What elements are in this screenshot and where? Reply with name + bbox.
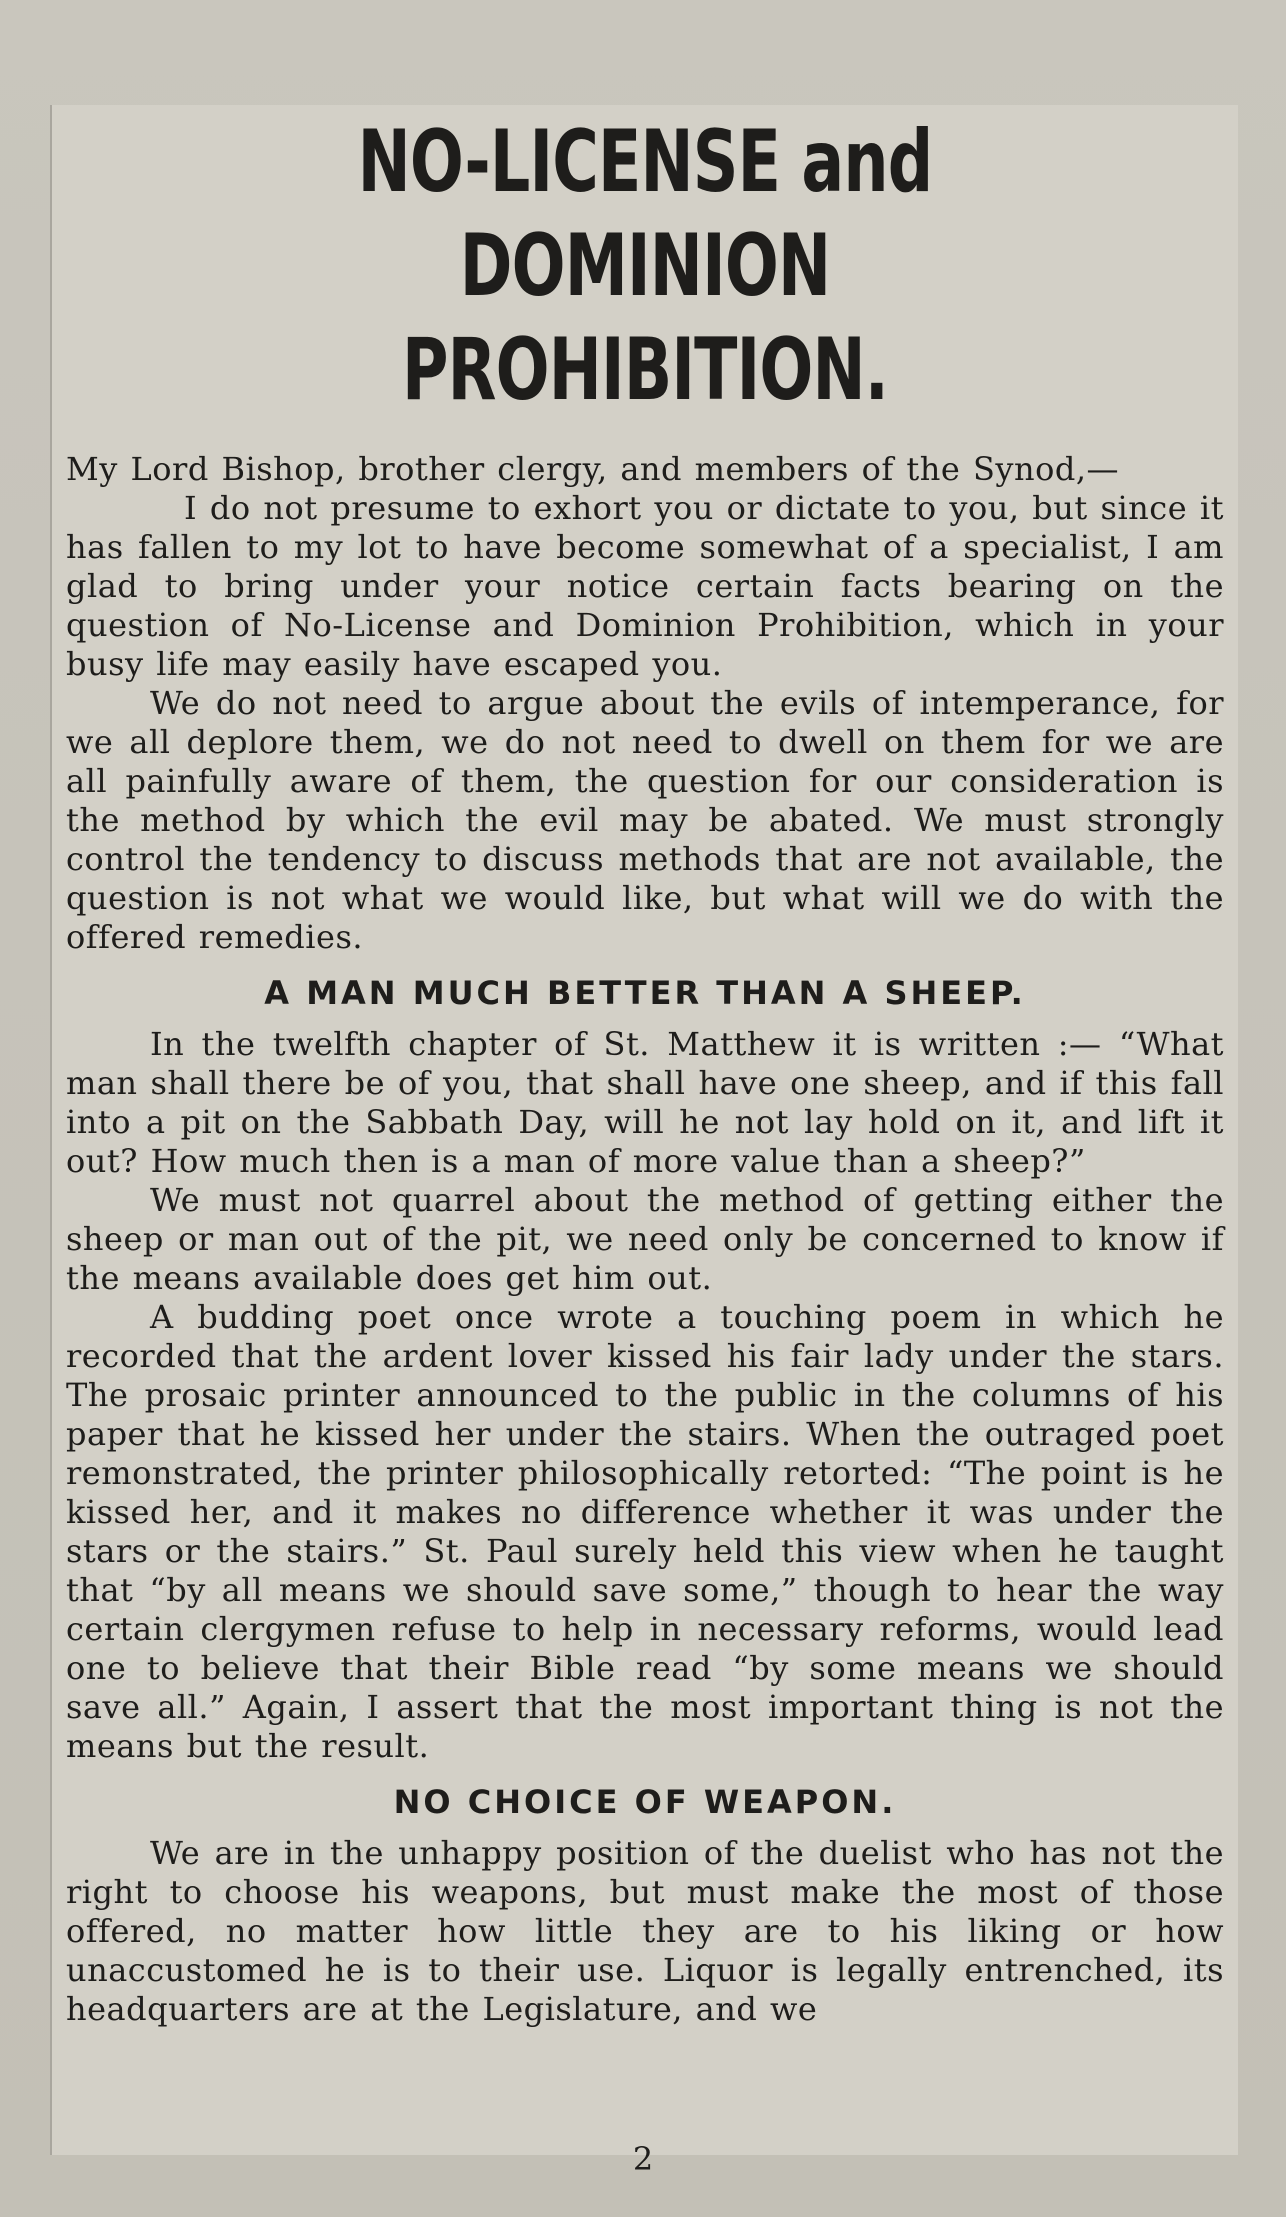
section-heading-sheep: A MAN MUCH BETTER THAN A SHEEP. — [264, 974, 1026, 1012]
title-line-1: NO-LICENSE and DOMINION — [357, 112, 933, 316]
intro-paragraph-2: We do not need to argue about the evils of intemperance, for we all deplore them, we do not need to dwell on them for we are all painfully aware of them, the question for our consideration is the method by which the evil may be abated. We must strongly control the tendency to discuss methods that are not available, the question is not what we would like, but what will we do with the offered remedies. — [66, 684, 1224, 956]
sheep-paragraph-3: A budding poet once wrote a touching poem in which he recorded that the ardent lover kissed his fair lady under the stars. The prosaic printer announced to the public in the columns of his paper that he kissed her under the stairs. When the outraged poet remonstrated, the printer philosophically retorted: “The point is he kissed her, and it makes no difference whether it was under the stars or the stairs.” St. Paul surely held this view when he taught that “by all means we should save some,” though to hear the way certain clergymen refuse to help in necessary reforms, would lead one to believe that their Bible read “by some means we should save all.” Again, I assert that the most important thing is not the means but the result. — [66, 1298, 1224, 1765]
intro-paragraph-1: I do not presume to exhort you or dictate to you, but since it has fallen to my lot to have become somewhat of a specialist, I am glad to bring under your notice certain facts bearing on the question of No-License and Dominion Prohibition, which in your busy life may easily have escaped you. — [66, 489, 1224, 683]
salutation: My Lord Bishop, brother clergy, and members of the Synod,— — [66, 450, 1119, 488]
sheep-paragraph-2: We must not quarrel about the method of getting either the sheep or man out of the pit, we need only be concerned to know if the means available does get him out. — [66, 1181, 1224, 1297]
document-title — [170, 110, 1120, 422]
document-body — [66, 110, 1224, 2029]
section-heading-weapon: NO CHOICE OF WEAPON. — [393, 1783, 897, 1821]
title-line-2: PROHIBITION. — [401, 320, 889, 420]
page-number: 2 — [632, 2140, 654, 2178]
weapon-paragraph-1: We are in the unhappy position of the duelist who has not the right to choose his weapons, but must make the most of those offered, no matter how little they are to his liking or how unaccustomed he is to their use. Liquor is legally entrenched, its headquarters are at the Legislature, and we — [66, 1834, 1224, 2028]
sheep-paragraph-1: In the twelfth chapter of St. Matthew it is written :— “What man shall there be of you, that shall have one sheep, and if this fall into a pit on the Sabbath Day, will he not lay hold on it, and lift it out? How much then is a man of more value than a sheep?” — [66, 1025, 1224, 1180]
